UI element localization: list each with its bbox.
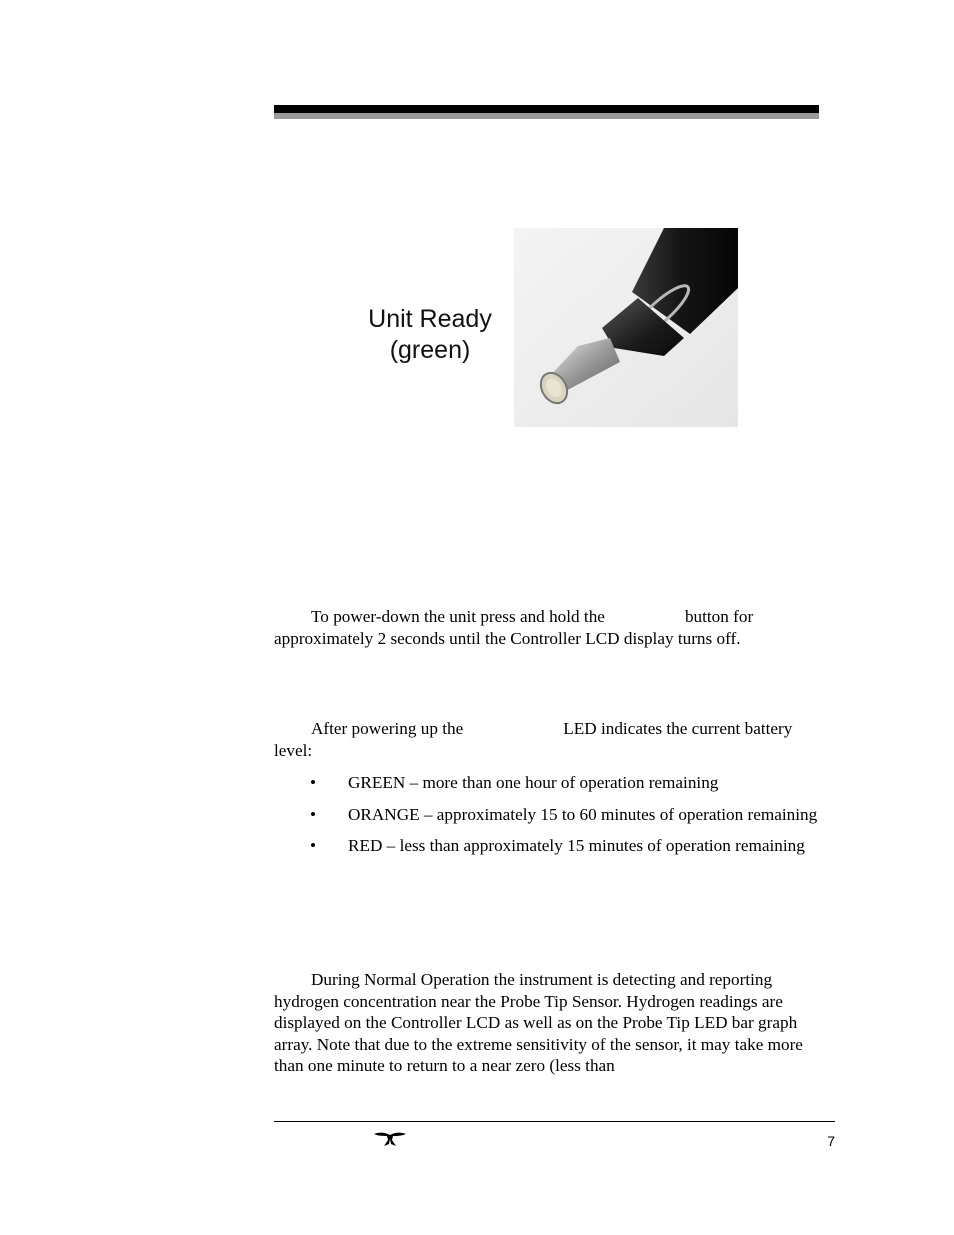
battery-level-list [274, 772, 819, 867]
list-item: • ORANGE – approximately 15 to 60 minutes of operation remaining [310, 804, 818, 824]
battery-paragraph [274, 718, 819, 761]
battery-item-red: RED – less than approximately 15 minutes of operation remaining [348, 836, 805, 855]
figure-label-line1: Unit Ready [368, 305, 492, 333]
footer-rule [274, 1121, 835, 1122]
list-item: • RED – less than approximately 15 minutes of operation remaining [310, 836, 805, 855]
figure-label [330, 304, 530, 366]
page-number: 7 [827, 1133, 835, 1149]
normal-operation-text: During Normal Operation the instrument is detecting and reporting hydrogen concentration near the Probe Tip Sensor. Hydrogen readings are displayed on the Controller LCD as well as on the Probe Tip LED bar graph array. Note that due to the extreme sensitivity of the sensor, it may take more than one minute to return to a near zero (less than [274, 970, 803, 1075]
figure-label-line2: (green) [389, 336, 471, 364]
power-down-paragraph [274, 606, 819, 649]
power-down-text-before: To power-down the unit press and hold the [311, 607, 605, 626]
normal-operation-paragraph [274, 969, 819, 1077]
battery-text-before: After powering up the [311, 719, 464, 738]
power-down-text-after: button for approximately 2 seconds until the Controller LCD display turns off. [274, 607, 754, 648]
header-rule-shadow [274, 113, 819, 119]
teledyne-logo-icon [373, 1131, 407, 1147]
battery-item-orange: ORANGE – approximately 15 to 60 minutes of operation remaining [348, 804, 818, 824]
probe-tip-photo [514, 228, 738, 427]
header-rule [274, 105, 819, 113]
battery-text-after: LED indicates the current battery level: [274, 719, 793, 760]
list-item: • GREEN – more than one hour of operation remaining [310, 773, 719, 792]
battery-item-green: GREEN – more than one hour of operation remaining [348, 773, 719, 792]
